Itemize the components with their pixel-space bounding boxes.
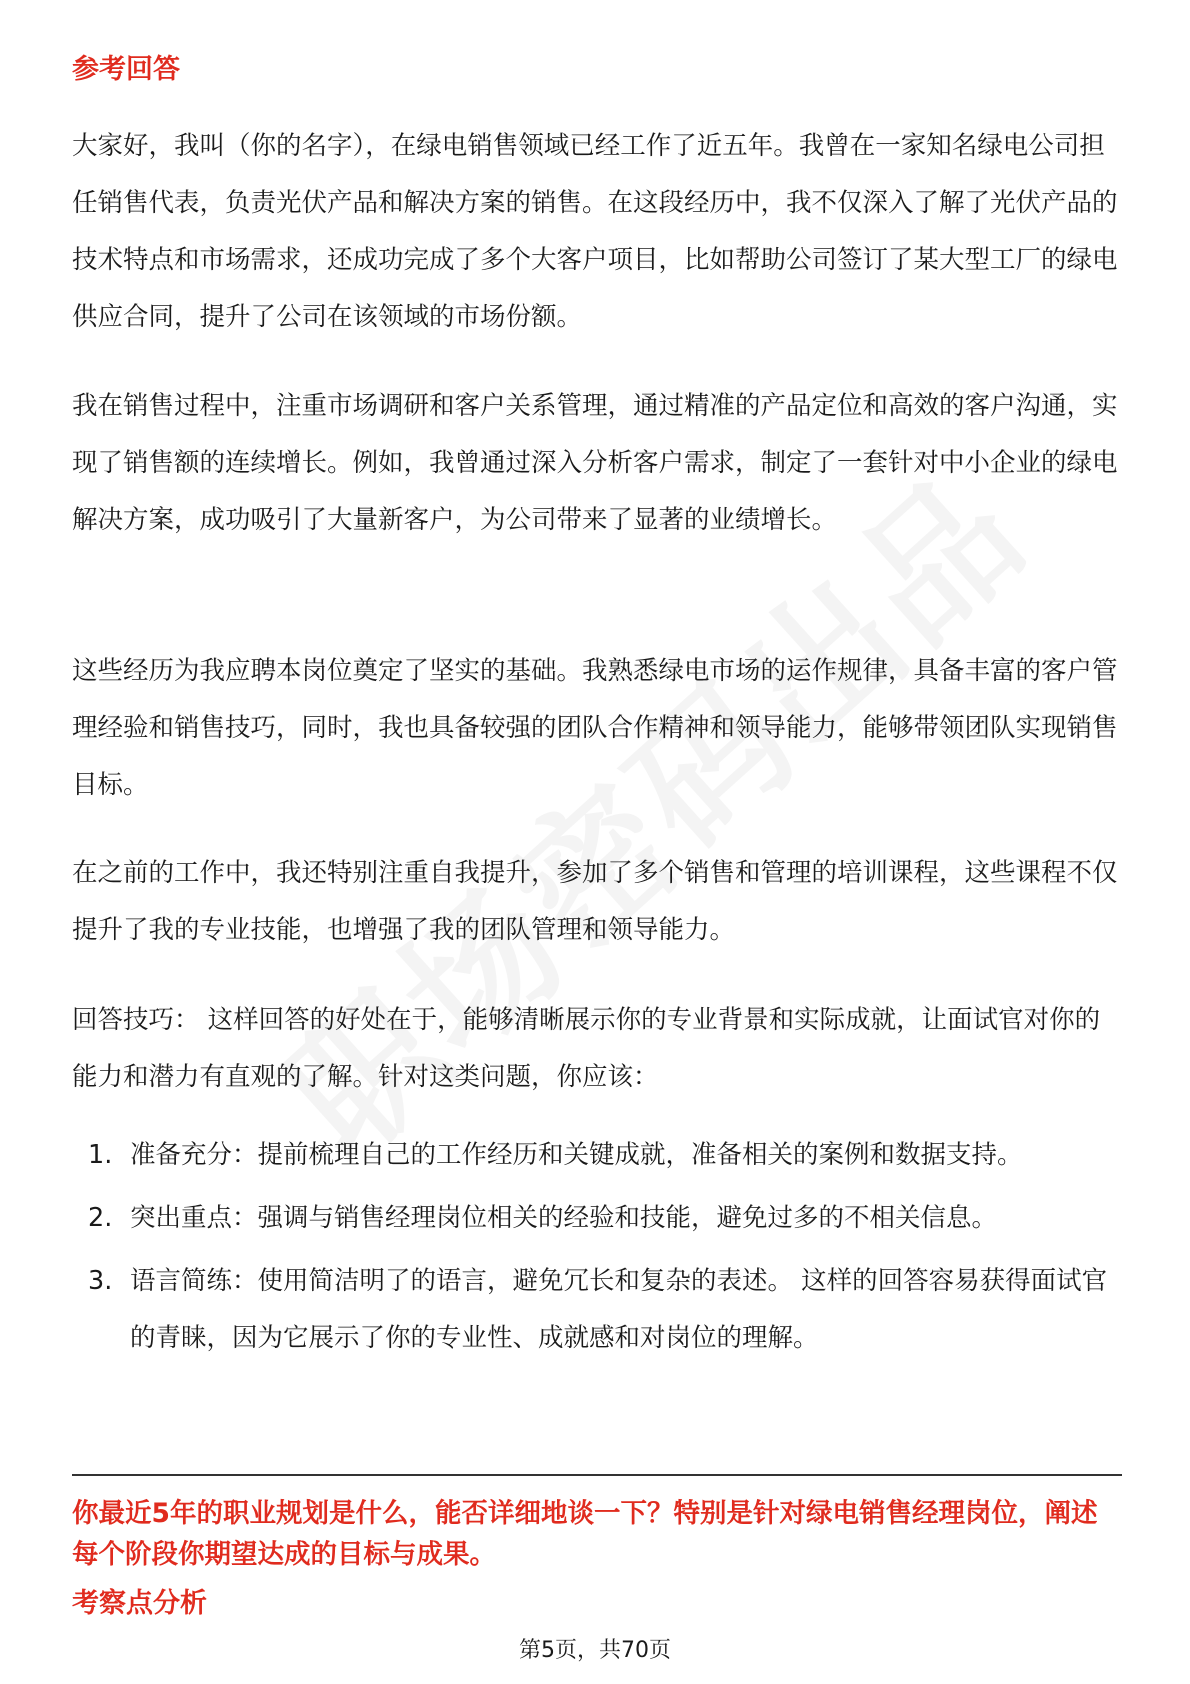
- answer-paragraph-3: 这些经历为我应聘本岗位奠定了坚实的基础。我熟悉绿电市场的运作规律，具备丰富的客户管理经验和销售技巧，同时，我也具备较强的团队合作精神和领导能力，能够带领团队实现销售目标。: [72, 656, 1118, 800]
- page-number-footer: 第5页，共70页: [519, 1638, 671, 1663]
- section-divider: [72, 1474, 1122, 1476]
- list-item-text: 语言简练：使用简洁明了的语言，避免冗长和复杂的表述。 这样的回答容易获得面试官的青睐，因为它展示了你的专业性、成就感和对岗位的理解。: [130, 1266, 1108, 1353]
- list-item: [72, 1253, 1122, 1367]
- list-item: [72, 1190, 1122, 1247]
- list-item-text: 突出重点：强调与销售经理岗位相关的经验和技能，避免过多的不相关信息。: [130, 1203, 998, 1233]
- answer-tips-intro: 回答技巧： 这样回答的好处在于，能够清晰展示你的专业背景和实际成就，让面试官对你的能力和潜力有直观的了解。针对这类问题，你应该：: [72, 1005, 1101, 1092]
- answer-paragraph-4: 在之前的工作中，我还特别注重自我提升，参加了多个销售和管理的培训课程，这些课程不仅提升了我的专业技能，也增强了我的团队管理和领导能力。: [72, 858, 1118, 945]
- answer-paragraph-2: 我在销售过程中，注重市场调研和客户关系管理，通过精准的产品定位和高效的客户沟通，实现了销售额的连续增长。例如，我曾通过深入分析客户需求，制定了一套针对中小企业的绿电解决方案，成功吸引了大量新客户，为公司带来了显著的业绩增长。: [72, 391, 1118, 535]
- list-item-text: 准备充分：提前梳理自己的工作经历和关键成就，准备相关的案例和数据支持。: [130, 1140, 1023, 1170]
- answer-heading: 参考回答: [72, 54, 180, 85]
- document-page: [72, 0, 1122, 1684]
- tips-list: [72, 1127, 1122, 1373]
- list-item: [72, 1127, 1122, 1184]
- answer-paragraph-1: 大家好，我叫（你的名字），在绿电销售领域已经工作了近五年。我曾在一家知名绿电公司担任销售代表，负责光伏产品和解决方案的销售。在这段经历中，我不仅深入了解了光伏产品的技术特点和市场需求，还成功完成了多个大客户项目，比如帮助公司签订了某大型工厂的绿电供应合同，提升了公司在该领域的市场份额。: [72, 131, 1118, 332]
- list-item-number: 3.: [88, 1266, 113, 1296]
- next-question: 你最近5年的职业规划是什么，能否详细地谈一下？特别是针对绿电销售经理岗位，阐述每个阶段你期望达成的目标与成果。: [72, 1498, 1098, 1570]
- list-item-number: 1.: [88, 1140, 113, 1170]
- analysis-heading: 考察点分析: [72, 1588, 207, 1619]
- list-item-number: 2.: [88, 1203, 113, 1233]
